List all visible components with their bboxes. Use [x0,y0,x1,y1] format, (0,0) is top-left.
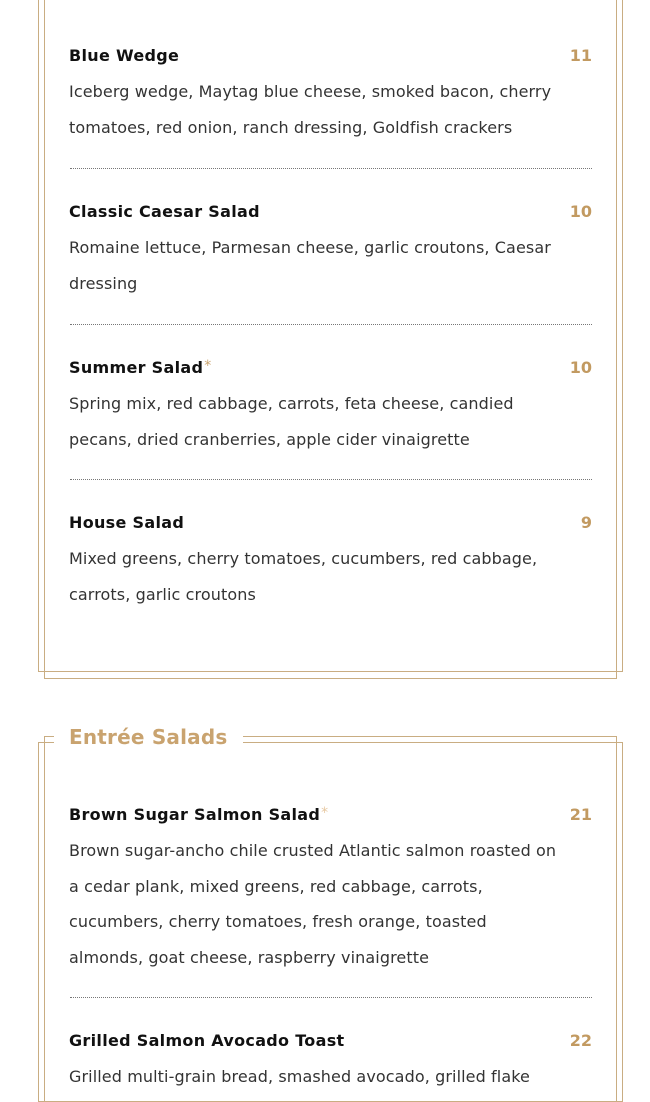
asterisk-marker: * [204,358,212,374]
item-description: Spring mix, red cabbage, carrots, feta cheese, candied pecans, dried cranberries, apple cider vinaigrette [69,394,514,449]
item-price: 11 [569,46,592,65]
menu-item-summer-salad [69,356,592,457]
item-price: 22 [569,1031,592,1050]
section-title-entree-salads: Entrée Salads [54,722,243,752]
item-description: Grilled multi-grain bread, smashed avocado, grilled flake [69,1067,530,1086]
item-price: 10 [569,358,592,377]
item-name: Classic Caesar Salad [69,202,260,221]
item-name: Summer Salad [69,358,204,377]
item-price: 10 [569,202,592,221]
item-name: Grilled Salmon Avocado Toast [69,1031,345,1050]
menu-item-classic-caesar [69,200,592,301]
item-name: House Salad [69,513,185,532]
item-divider [70,324,592,325]
item-name: Blue Wedge [69,46,180,65]
item-divider [70,168,592,169]
menu-item-house-salad [69,511,592,612]
item-description: Romaine lettuce, Parmesan cheese, garlic croutons, Caesar dressing [69,238,551,293]
item-divider [70,479,592,480]
item-description: Mixed greens, cherry tomatoes, cucumbers, red cabbage, carrots, garlic croutons [69,549,538,604]
menu-item-brown-sugar-salmon [69,803,592,975]
item-price: 9 [580,513,592,532]
menu-item-blue-wedge [69,44,592,145]
asterisk-marker: * [321,805,329,821]
item-description: Brown sugar-ancho chile crusted Atlantic salmon roasted on a cedar plank, mixed greens, red cabbage, carrots, cucumbers, cherry tomatoes, fresh orange, toasted almonds, goat cheese, raspberry vinaigrette [69,841,557,967]
item-description: Iceberg wedge, Maytag blue cheese, smoked bacon, cherry tomatoes, red onion, ranch dressing, Goldfish crackers [69,82,552,137]
menu-item-grilled-salmon-avocado-toast [69,1029,592,1095]
item-name: Brown Sugar Salmon Salad [69,805,321,824]
item-divider [70,997,592,998]
item-price: 21 [569,805,592,824]
